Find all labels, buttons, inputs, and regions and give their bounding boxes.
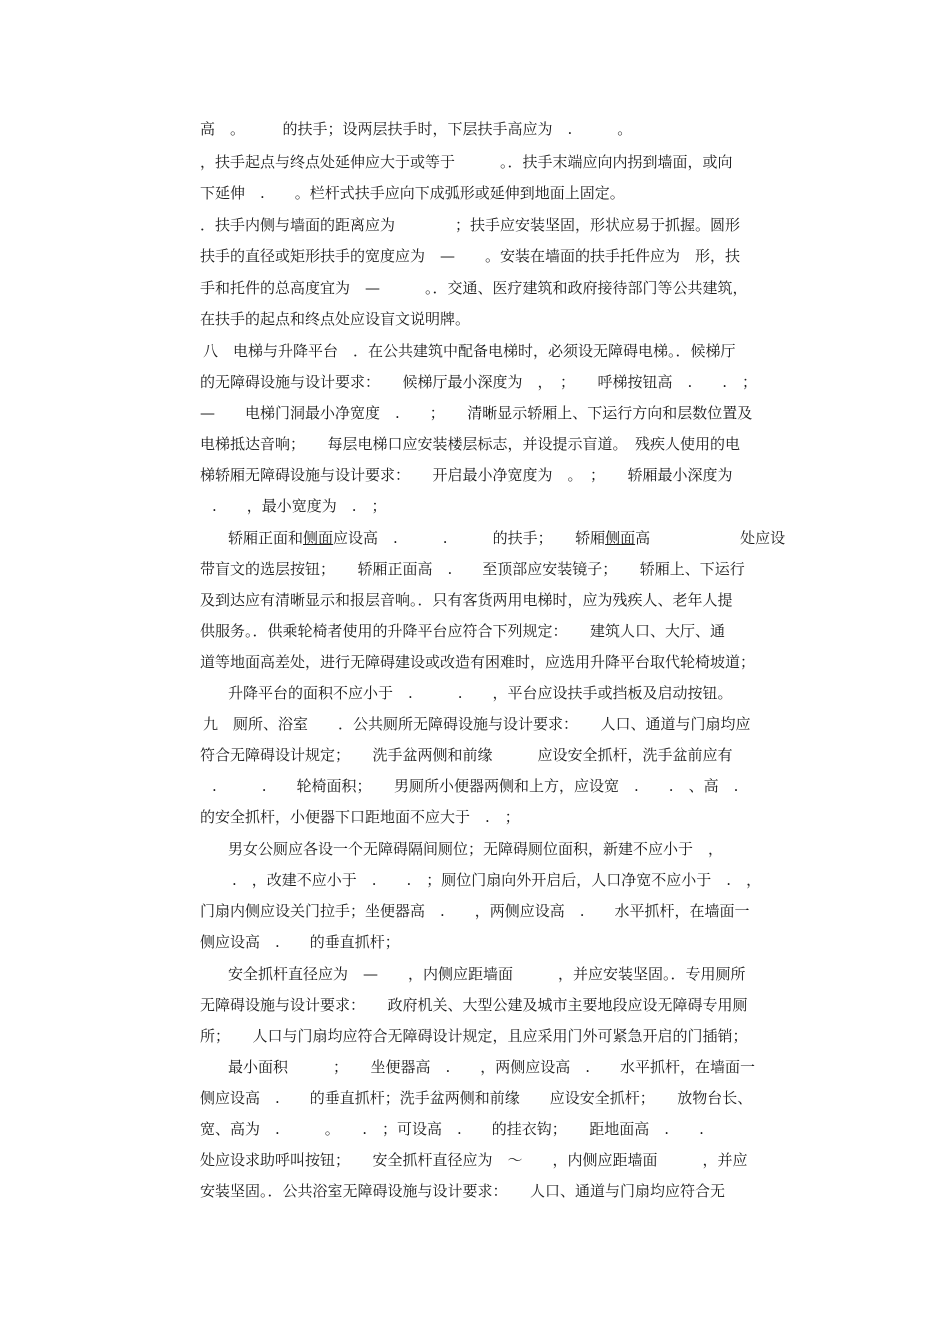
underlined-word: 侧面 (303, 529, 334, 547)
text-line: ．扶手内侧与墙面的距离应为 ；扶手应安装坚固，形状应易于抓握。圆形 (200, 216, 741, 234)
text-line: . . 轮椅面积； 男厕所小便器两侧和上方，应设宽 . . 、高 . (212, 777, 739, 795)
text-fragment: 高 处应设 (635, 529, 786, 547)
text-line: 无障碍设施与设计要求： 政府机关、大型公建及城市主要地段应设无障碍专用厕 (200, 996, 748, 1014)
text-line: 宽、高为 . 。 . ；可设高 . 的挂衣钩； 距地面高 . . (200, 1120, 704, 1138)
text-line: 带盲文的选层按钮； 轿厢正面高 . 至顶部应安装镜子； 轿厢上、下运行 (200, 560, 745, 578)
text-line: 手和托件的总高度宜为 — 。．交通、医疗建筑和政府接待部门等公共建筑， (200, 279, 748, 297)
section-heading-line: 八 电梯与升降平台 ．在公共建筑中配备电梯时，必须设无障碍电梯。．候梯厅 (203, 342, 736, 360)
text-line: 供服务。．供乘轮椅者使用的升降平台应符合下列规定： 建筑人口、大厅、通 (200, 622, 726, 640)
text-line: 升降平台的面积不应小于 . . ，平台应设扶手或挡板及启动按钮。 (228, 684, 733, 702)
text-line: 最小面积 ； 坐便器高 . ，两侧应设高 . 水平抓杆，在墙面一 (228, 1058, 756, 1076)
text-line: 电梯抵达音响； 每层电梯口应安装楼层标志，并设提示盲道。 残疾人使用的电 (200, 435, 741, 453)
text-line: 梯轿厢无障碍设施与设计要求： 开启最小净宽度为 。 ； 轿厢最小深度为 (200, 466, 733, 484)
text-line: 门扇内侧应设关门拉手；坐便器高 . ，两侧应设高 . 水平抓杆，在墙面一 (200, 902, 750, 920)
text-line: 在扶手的起点和终点处应设盲文说明牌。 (200, 310, 471, 328)
text-line: 高 。 的扶手；设两层扶手时，下层扶手高应为 . 。 (200, 120, 633, 138)
text-line: 侧应设高 . 的垂直抓杆； (200, 933, 400, 951)
text-fragment: 应设高 . . 的扶手； 轿厢 (333, 529, 606, 547)
text-line: 下延伸 . 。栏杆式扶手应向下成弧形或延伸到地面上固定。 (200, 184, 625, 202)
text-line: 安全抓杆直径应为 — ，内侧应距墙面 ，并应安装坚固。．专用厕所 (228, 965, 746, 983)
text-line: 及到达应有清晰显示和报层音响。．只有客货两用电梯时，应为残疾人、老年人提 (200, 591, 733, 609)
text-line: 扶手的直径或矩形扶手的宽度应为 — 。安装在墙面的扶手托件应为 形，扶 (200, 247, 741, 265)
text-line: 所； 人口与门扇均应符合无障碍设计规定，且应采用门外可紧急开启的门插销； (200, 1027, 748, 1045)
text-line: 侧应设高 . 的垂直抓杆；洗手盆两侧和前缘 应设安全抓杆； 放物台长、 (200, 1089, 753, 1107)
text-line: 安装坚固。．公共浴室无障碍设施与设计要求： 人口、通道与门扇均应符合无 (200, 1182, 726, 1200)
text-line: 的无障碍设施与设计要求： 候梯厅最小深度为 ， ； 呼梯按钮高 . . ； (200, 373, 758, 391)
text-line: 的安全抓杆，小便器下口距地面不应大于 . ； (200, 808, 520, 826)
text-line: 男女公厕应各设一个无障碍隔间厕位；无障碍厕位面积，新建不应小于 ， (228, 840, 724, 858)
underlined-word: 侧面 (605, 529, 636, 547)
text-line: . ，最小宽度为 . ； (212, 497, 387, 515)
text-line: — 电梯门洞最小净宽度 . ； 清晰显示轿厢上、下运行方向和层数位置及 (200, 404, 753, 422)
text-fragment: 轿厢正面和 (228, 529, 304, 547)
section-heading-line: 九 厕所、浴室 ．公共厕所无障碍设施与设计要求： 人口、通道与门扇均应 (203, 715, 751, 733)
text-line: 处应设求助呼叫按钮； 安全抓杆直径应为 ～ ，内侧应距墙面 ，并应 (200, 1151, 748, 1169)
text-line-with-underline (228, 527, 812, 549)
text-line: . ，改建不应小于 . . ；厕位门扇向外开启后，人口净宽不应小于 . ， (232, 871, 762, 889)
text-line: ，扶手起点与终点处延伸应大于或等于 。．扶手末端应向内拐到墙面，或向 (200, 153, 733, 171)
text-line: 符合无障碍设计规定； 洗手盆两侧和前缘 应设安全抓杆，洗手盆前应有 (200, 746, 733, 764)
text-line: 道等地面高差处，进行无障碍建设或改造有困难时，应选用升降平台取代轮椅坡道； (200, 653, 756, 671)
